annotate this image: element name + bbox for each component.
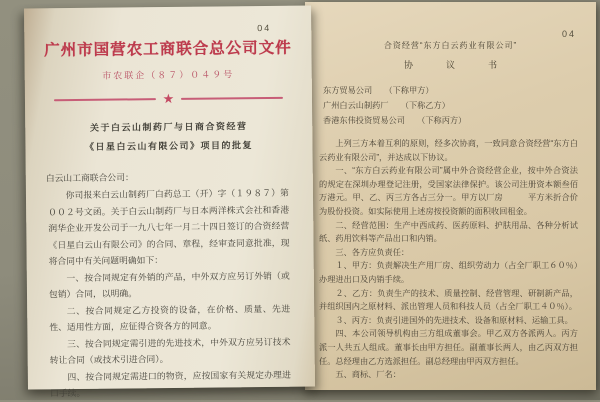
agreement-body (305, 137, 596, 382)
divider-line (181, 97, 283, 100)
agreement-paragraph: ３、丙方：负责引进国外的先进技术、设备和原材料、运输工具。 (335, 315, 573, 325)
document-number: 市农联企（８７）０４９号 (102, 69, 235, 81)
agreement-paragraph: 三、各方应负责任： (335, 247, 410, 257)
agreement-paragraph: １、甲方：负责解决生产用厂房、组织劳动力（占全厂职工６０％）办理进出口及内销手续。 (319, 261, 578, 284)
star-icon: ★ (162, 90, 175, 107)
subject-line-1: 关于白云山制药厂与日商合资经营 (89, 121, 248, 133)
left-document-page (24, 6, 315, 399)
agreement-paragraph: ２、乙方：负责生产的技术、质量控制、经营管理、研制新产品，并组织国内之原材料、派出管理人员和科技人员（占全厂职工４０％）。 (319, 288, 578, 312)
salutation: 白云山工商联合公司： (45, 172, 134, 184)
approval-paragraph: 二、按合同规定乙方投资的设备，在价格、质量、先进性、适用性方面，应征得合资各方的同意。 (49, 303, 291, 333)
agreement-paragraph: 五、商标、厂名： (335, 370, 401, 380)
subject-title (25, 117, 312, 158)
agreement-subtitle: 协 议 书 (403, 60, 509, 70)
approval-paragraph: 四、按合同规定需进口的物资，应按国家有关规定办理进口手续。 (49, 369, 291, 399)
agreement-paragraph: 四、本公司领导机构由三方组成董事会。甲乙双方各派两人。丙方派一人共五人组成。董事长由甲方担任。副董事长两人，由乙丙双方担任。总经理由乙方选派担任。副总经理由甲丙双方担任。 (319, 329, 578, 366)
agreement-paragraph: 上列三方本着互利的原则，经多次协商，一致同意合资经营“东方白云药业有限公司”，并达成以下协议。 (319, 139, 578, 162)
subject-line-2: 《日星白云山有限公司》项目的批复 (84, 140, 254, 152)
agreement-paragraph: 二、经营范围：生产中西成药、医药原料、护肤用品、各种分析试纸、药用饮料等产品出口和内销。 (319, 220, 578, 244)
agreement-title: 合资经营“东方白云药业有限公司” (383, 41, 518, 50)
right-document-page (305, 2, 596, 390)
agreement-paragraph: 一、“东方白云药业有限公司”属中外合资经营企业，按中外合资法的规定在深圳办理登记注册，受国家法律保护。该公司注册资本额叁佰万港元。甲、乙、丙三方各占三分一。甲方以厂房 平方米折合价为股份投资。如实际使用上述房按投资额的面积收回租金。 (319, 166, 578, 216)
party-c: 香港东伟投资贸易公司 （下称丙方） (323, 116, 467, 125)
star-divider (54, 90, 284, 107)
approval-paragraph: 三、按合同规定需引进的先进技术，中外双方应另订技术转让合同（或技术引进合同）。 (49, 336, 291, 366)
page-number: 04 (561, 29, 576, 39)
party-a: 东方贸易公司 （下称甲方） (323, 86, 434, 95)
approval-paragraph: 你司报来白云山制药厂白药总工（开）字（１９８７）第００２号文函。关于白云山制药厂与日本两洋株式会社和香港润华企业开发公司于一九八七年一月二十四日签订的合资经营《日星白云山有限公司》的合同、章程，经审查同意批准，现将合同中有关问题明确如下： (48, 187, 290, 267)
page-number: 04 (257, 22, 272, 34)
party-b: 广州白云山制药厂 （下称乙方） (323, 101, 450, 110)
approval-body (26, 184, 315, 401)
parties-list (305, 83, 596, 128)
letterhead-title: 广州市国营农工商联合总公司文件 (44, 39, 292, 60)
divider-line (54, 98, 156, 101)
approval-paragraph: 一、按合同规定有外销的产品，中外双方应另订外销（或包销）合同，以明确。 (48, 270, 290, 300)
